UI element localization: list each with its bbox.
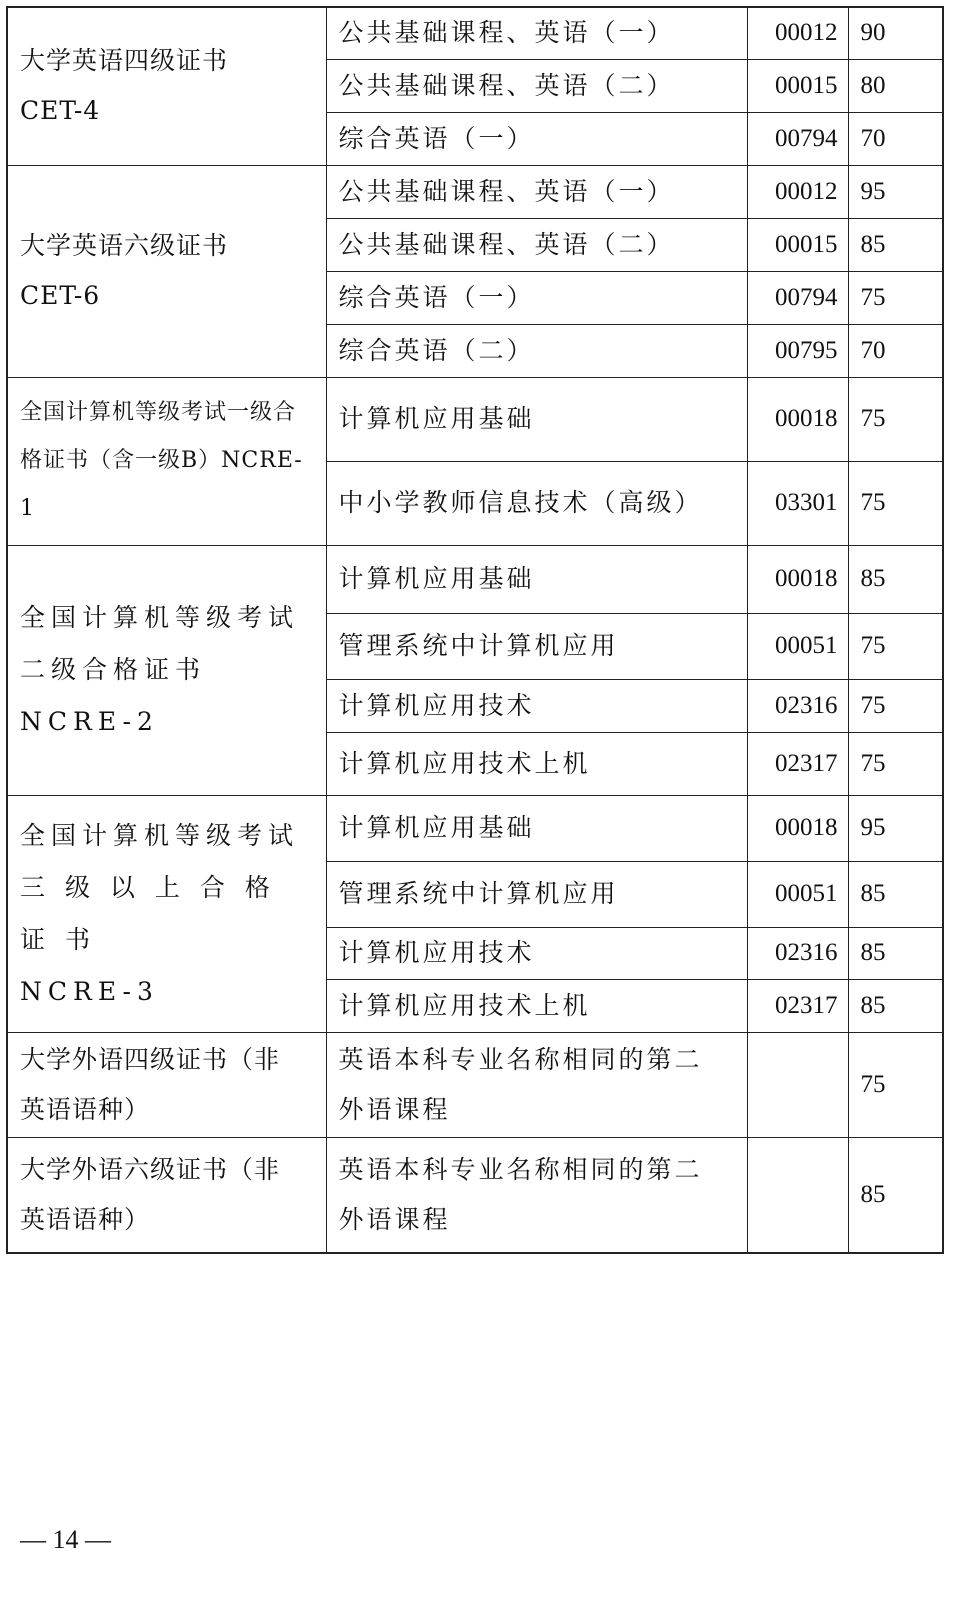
- certificate-name-line: 大学外语四级证书（非: [20, 1044, 281, 1074]
- course-code-cell: 00794: [747, 271, 848, 324]
- certificate-name-line: 二级合格证书 NCRE-2: [20, 655, 207, 736]
- score-cell: 95: [848, 795, 943, 861]
- score-cell: 75: [848, 271, 943, 324]
- course-name-cell: 管理系统中计算机应用: [326, 613, 747, 679]
- course-name-cell: 公共基础课程、英语（一）: [326, 165, 747, 218]
- certificate-cell: [7, 7, 326, 165]
- score-cell: 75: [848, 1032, 943, 1137]
- course-name-cell: [326, 1137, 747, 1253]
- table-row: [7, 377, 943, 461]
- table-row: [7, 1137, 943, 1253]
- score-cell: 85: [848, 218, 943, 271]
- course-name-line: 外语课程: [338, 1094, 451, 1124]
- table-row: [7, 795, 943, 861]
- certificate-cell: [7, 795, 326, 1032]
- certificate-name-line: 大学英语六级证书: [20, 231, 229, 260]
- course-code-cell: 00015: [747, 218, 848, 271]
- score-cell: 85: [848, 545, 943, 613]
- course-code-cell: 02316: [747, 679, 848, 732]
- certificate-cell: [7, 1137, 326, 1253]
- course-code-cell: 00794: [747, 112, 848, 165]
- score-cell: 95: [848, 165, 943, 218]
- score-cell: 75: [848, 377, 943, 461]
- course-code-cell: 00015: [747, 59, 848, 112]
- certificate-name-line: NCRE-3: [20, 976, 159, 1006]
- course-code-cell: 02317: [747, 732, 848, 795]
- course-name-cell: 计算机应用基础: [326, 795, 747, 861]
- course-code-cell: 02317: [747, 979, 848, 1032]
- course-name-cell: [326, 1032, 747, 1137]
- score-cell: 75: [848, 461, 943, 545]
- table-row: [7, 165, 943, 218]
- course-name-line: 英语本科专业名称相同的第二: [338, 1044, 703, 1074]
- course-code-cell: [747, 1032, 848, 1137]
- score-cell: 85: [848, 861, 943, 927]
- table-row: [7, 7, 943, 59]
- certificate-name-line: 英语语种）: [20, 1094, 151, 1124]
- course-code-cell: 00018: [747, 377, 848, 461]
- certificate-name-line: 全国计算机等级考试: [20, 603, 300, 632]
- certificate-cell: [7, 377, 326, 545]
- course-name-cell: 中小学教师信息技术（高级）: [326, 461, 747, 545]
- course-code-cell: 03301: [747, 461, 848, 545]
- score-cell: 85: [848, 979, 943, 1032]
- score-cell: 85: [848, 1137, 943, 1253]
- course-name-cell: 公共基础课程、英语（二）: [326, 59, 747, 112]
- table-body: [7, 7, 943, 1253]
- page-number: — 14 —: [20, 1525, 111, 1554]
- certificate-name-line: CET-6: [20, 281, 101, 310]
- course-code-cell: 00018: [747, 795, 848, 861]
- course-code-cell: [747, 1137, 848, 1253]
- certificate-name-line: 格证书（含一级B）NCRE-1: [20, 448, 303, 521]
- course-name-cell: 公共基础课程、英语（二）: [326, 218, 747, 271]
- course-code-cell: 00012: [747, 7, 848, 59]
- course-name-cell: 计算机应用基础: [326, 545, 747, 613]
- certificate-cell: [7, 545, 326, 795]
- course-code-cell: 00012: [747, 165, 848, 218]
- score-cell: 70: [848, 324, 943, 377]
- course-code-cell: 00795: [747, 324, 848, 377]
- certificate-name-line: CET-4: [20, 96, 101, 126]
- course-name-cell: 计算机应用技术上机: [326, 732, 747, 795]
- score-cell: 90: [848, 7, 943, 59]
- score-cell: 75: [848, 679, 943, 732]
- course-name-cell: 计算机应用技术: [326, 927, 747, 979]
- course-name-cell: 综合英语（一）: [326, 271, 747, 324]
- course-code-cell: 00018: [747, 545, 848, 613]
- certificate-name-line: 三 级 以 上 合 格 证 书: [20, 872, 276, 954]
- course-code-cell: 00051: [747, 861, 848, 927]
- certificate-cell: [7, 1032, 326, 1137]
- course-name-cell: 计算机应用技术: [326, 679, 747, 732]
- course-name-cell: 综合英语（二）: [326, 324, 747, 377]
- course-name-line: 外语课程: [338, 1204, 451, 1234]
- score-cell: 75: [848, 613, 943, 679]
- course-name-cell: 计算机应用基础: [326, 377, 747, 461]
- certificate-cell: [7, 165, 326, 377]
- course-name-cell: 计算机应用技术上机: [326, 979, 747, 1032]
- score-cell: 70: [848, 112, 943, 165]
- certificate-name-line: 英语语种）: [20, 1204, 151, 1234]
- certificate-name-line: 全国计算机等级考试一级合: [20, 400, 297, 425]
- score-cell: 85: [848, 927, 943, 979]
- score-cell: 75: [848, 732, 943, 795]
- course-name-cell: 管理系统中计算机应用: [326, 861, 747, 927]
- course-name-cell: 综合英语（一）: [326, 112, 747, 165]
- certificate-name-line: 全国计算机等级考试: [20, 820, 300, 850]
- table-row: [7, 1032, 943, 1137]
- course-name-cell: 公共基础课程、英语（一）: [326, 7, 747, 59]
- score-cell: 80: [848, 59, 943, 112]
- exemption-table: [6, 6, 944, 1254]
- certificate-name-line: 大学外语六级证书（非: [20, 1154, 281, 1184]
- certificate-name-line: 大学英语四级证书: [20, 46, 229, 76]
- course-name-line: 英语本科专业名称相同的第二: [338, 1154, 703, 1184]
- course-code-cell: 02316: [747, 927, 848, 979]
- table-row: [7, 545, 943, 613]
- course-code-cell: 00051: [747, 613, 848, 679]
